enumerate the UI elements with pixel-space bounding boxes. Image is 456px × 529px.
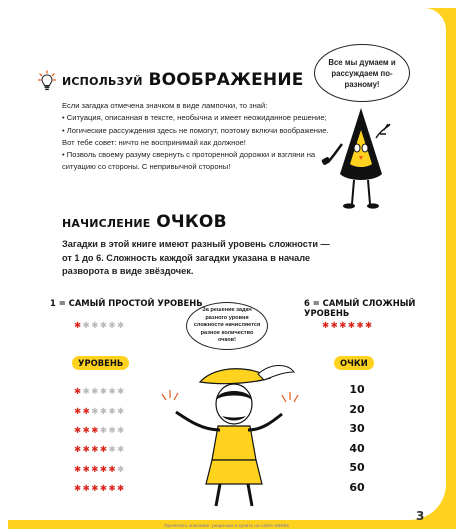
footer-link-note[interactable]: Прочитать описание, рецензии и купить на сайте МИФа [164,524,289,529]
star-empty-icon: ✱ [117,424,126,435]
speech-bubble-points: За решение задач разного уровня сложности начисляется разное количество очков! [186,302,268,350]
scoring-description: Загадки в этой книге имеют разный уровень сложности — от 1 до 6. Сложность каждой загадки указана в начале разворота в виде звёздочек. [62,239,330,277]
star-filled-icon: ✱ [117,483,126,494]
imagination-heading-small: ИСПОЛЬЗУЙ [62,75,143,88]
points-value: 40 [349,441,365,455]
star-filled-icon: ✱ [356,320,366,330]
imagination-text [62,100,337,174]
level-star-list [74,382,144,498]
level-row [74,479,144,498]
points-value: 30 [349,422,365,435]
star-empty-icon: ✱ [117,444,126,455]
left-margin [0,0,8,529]
top-margin [0,0,456,8]
star-filled-icon: ✱ [74,463,83,474]
points-value: 60 [349,480,365,494]
star-filled-icon: ✱ [91,424,100,435]
hardest-level-label: 6 = САМЫЙ СЛОЖНЫЙ УРОВЕНЬ [304,298,416,318]
star-filled-icon: ✱ [74,444,83,455]
star-filled-icon: ✱ [74,405,83,416]
star-filled-icon: ✱ [82,424,92,435]
star-empty-icon: ✱ [117,320,126,330]
easiest-level-stars [74,320,126,331]
star-filled-icon: ✱ [347,320,357,330]
points-value: 50 [349,461,365,474]
intro-bullet: • Ситуация, описанная в тексте, необычна и имеет неожиданное решение; [62,113,327,123]
star-filled-icon: ✱ [339,320,348,330]
star-filled-icon: ✱ [74,483,83,494]
star-empty-icon: ✱ [82,320,92,330]
star-filled-icon: ✱ [74,424,83,435]
star-filled-icon: ✱ [99,444,109,455]
level-row [74,401,144,420]
star-empty-icon: ✱ [99,386,109,397]
star-filled-icon: ✱ [108,463,118,474]
star-empty-icon: ✱ [108,320,118,330]
star-filled-icon: ✱ [91,444,100,455]
lightbulb-icon [38,70,56,92]
points-value: 20 [349,402,365,416]
star-empty-icon: ✱ [99,424,109,435]
intro-bullet: • Позволь своему разуму свернуть с проторенной дорожки и взгляни на ситуацию со стороны. С непривычной стороны! [62,150,316,172]
star-filled-icon: ✱ [365,320,374,330]
star-empty-icon: ✱ [117,463,126,474]
page-number: 3 [416,509,425,523]
speech-bubble-thinking: Все мы думаем и рассуждаем по-разному! [314,44,410,102]
star-filled-icon: ✱ [91,463,100,474]
star-empty-icon: ✱ [108,424,118,435]
star-filled-icon: ✱ [82,444,92,455]
star-empty-icon: ✱ [117,386,126,397]
level-row [74,421,144,440]
star-empty-icon: ✱ [91,386,100,397]
level-row [74,382,144,401]
star-filled-icon: ✱ [99,483,109,494]
star-filled-icon: ✱ [91,483,100,494]
star-empty-icon: ✱ [108,444,118,455]
hardest-level-stars [322,320,374,331]
easiest-level-label: 1 = САМЫЙ ПРОСТОЙ УРОВЕНЬ [50,298,203,308]
scoring-heading-big: ОЧКОВ [156,212,227,232]
star-empty-icon: ✱ [108,386,118,397]
level-column-header: УРОВЕНЬ [72,356,129,370]
scoring-heading-small: НАЧИСЛЕНИЕ [62,217,151,230]
points-column-header: ОЧКИ [334,356,374,370]
star-empty-icon: ✱ [117,405,126,416]
imagination-heading [62,70,304,90]
points-value: 10 [349,383,365,396]
star-filled-icon: ✱ [108,483,118,494]
star-empty-icon: ✱ [99,405,109,416]
intro-paragraph: Если загадка отмечена значком в виде лампочки, то знай: [62,101,268,110]
level-row [74,460,144,479]
scoring-heading [62,212,227,232]
star-filled-icon: ✱ [330,320,340,330]
star-empty-icon: ✱ [91,320,100,330]
star-empty-icon: ✱ [99,320,109,330]
star-empty-icon: ✱ [108,405,118,416]
musketeer-character-illustration [158,360,306,510]
star-filled-icon: ✱ [322,320,331,330]
star-empty-icon: ✱ [91,405,100,416]
points-list [345,383,369,500]
hooded-character-illustration [318,104,404,216]
intro-bullet: • Логические рассуждения здесь не помогут, поэтому включи воображение. Вот тебе совет: ничто не воспринимай как должное! [62,125,329,147]
star-filled-icon: ✱ [82,405,92,416]
imagination-heading-big: ВООБРАЖЕНИЕ [148,70,304,90]
star-filled-icon: ✱ [74,386,83,397]
star-filled-icon: ✱ [99,463,109,474]
star-filled-icon: ✱ [82,463,92,474]
star-filled-icon: ✱ [74,320,83,330]
star-filled-icon: ✱ [82,483,92,494]
star-empty-icon: ✱ [82,386,92,397]
level-row [74,440,144,459]
